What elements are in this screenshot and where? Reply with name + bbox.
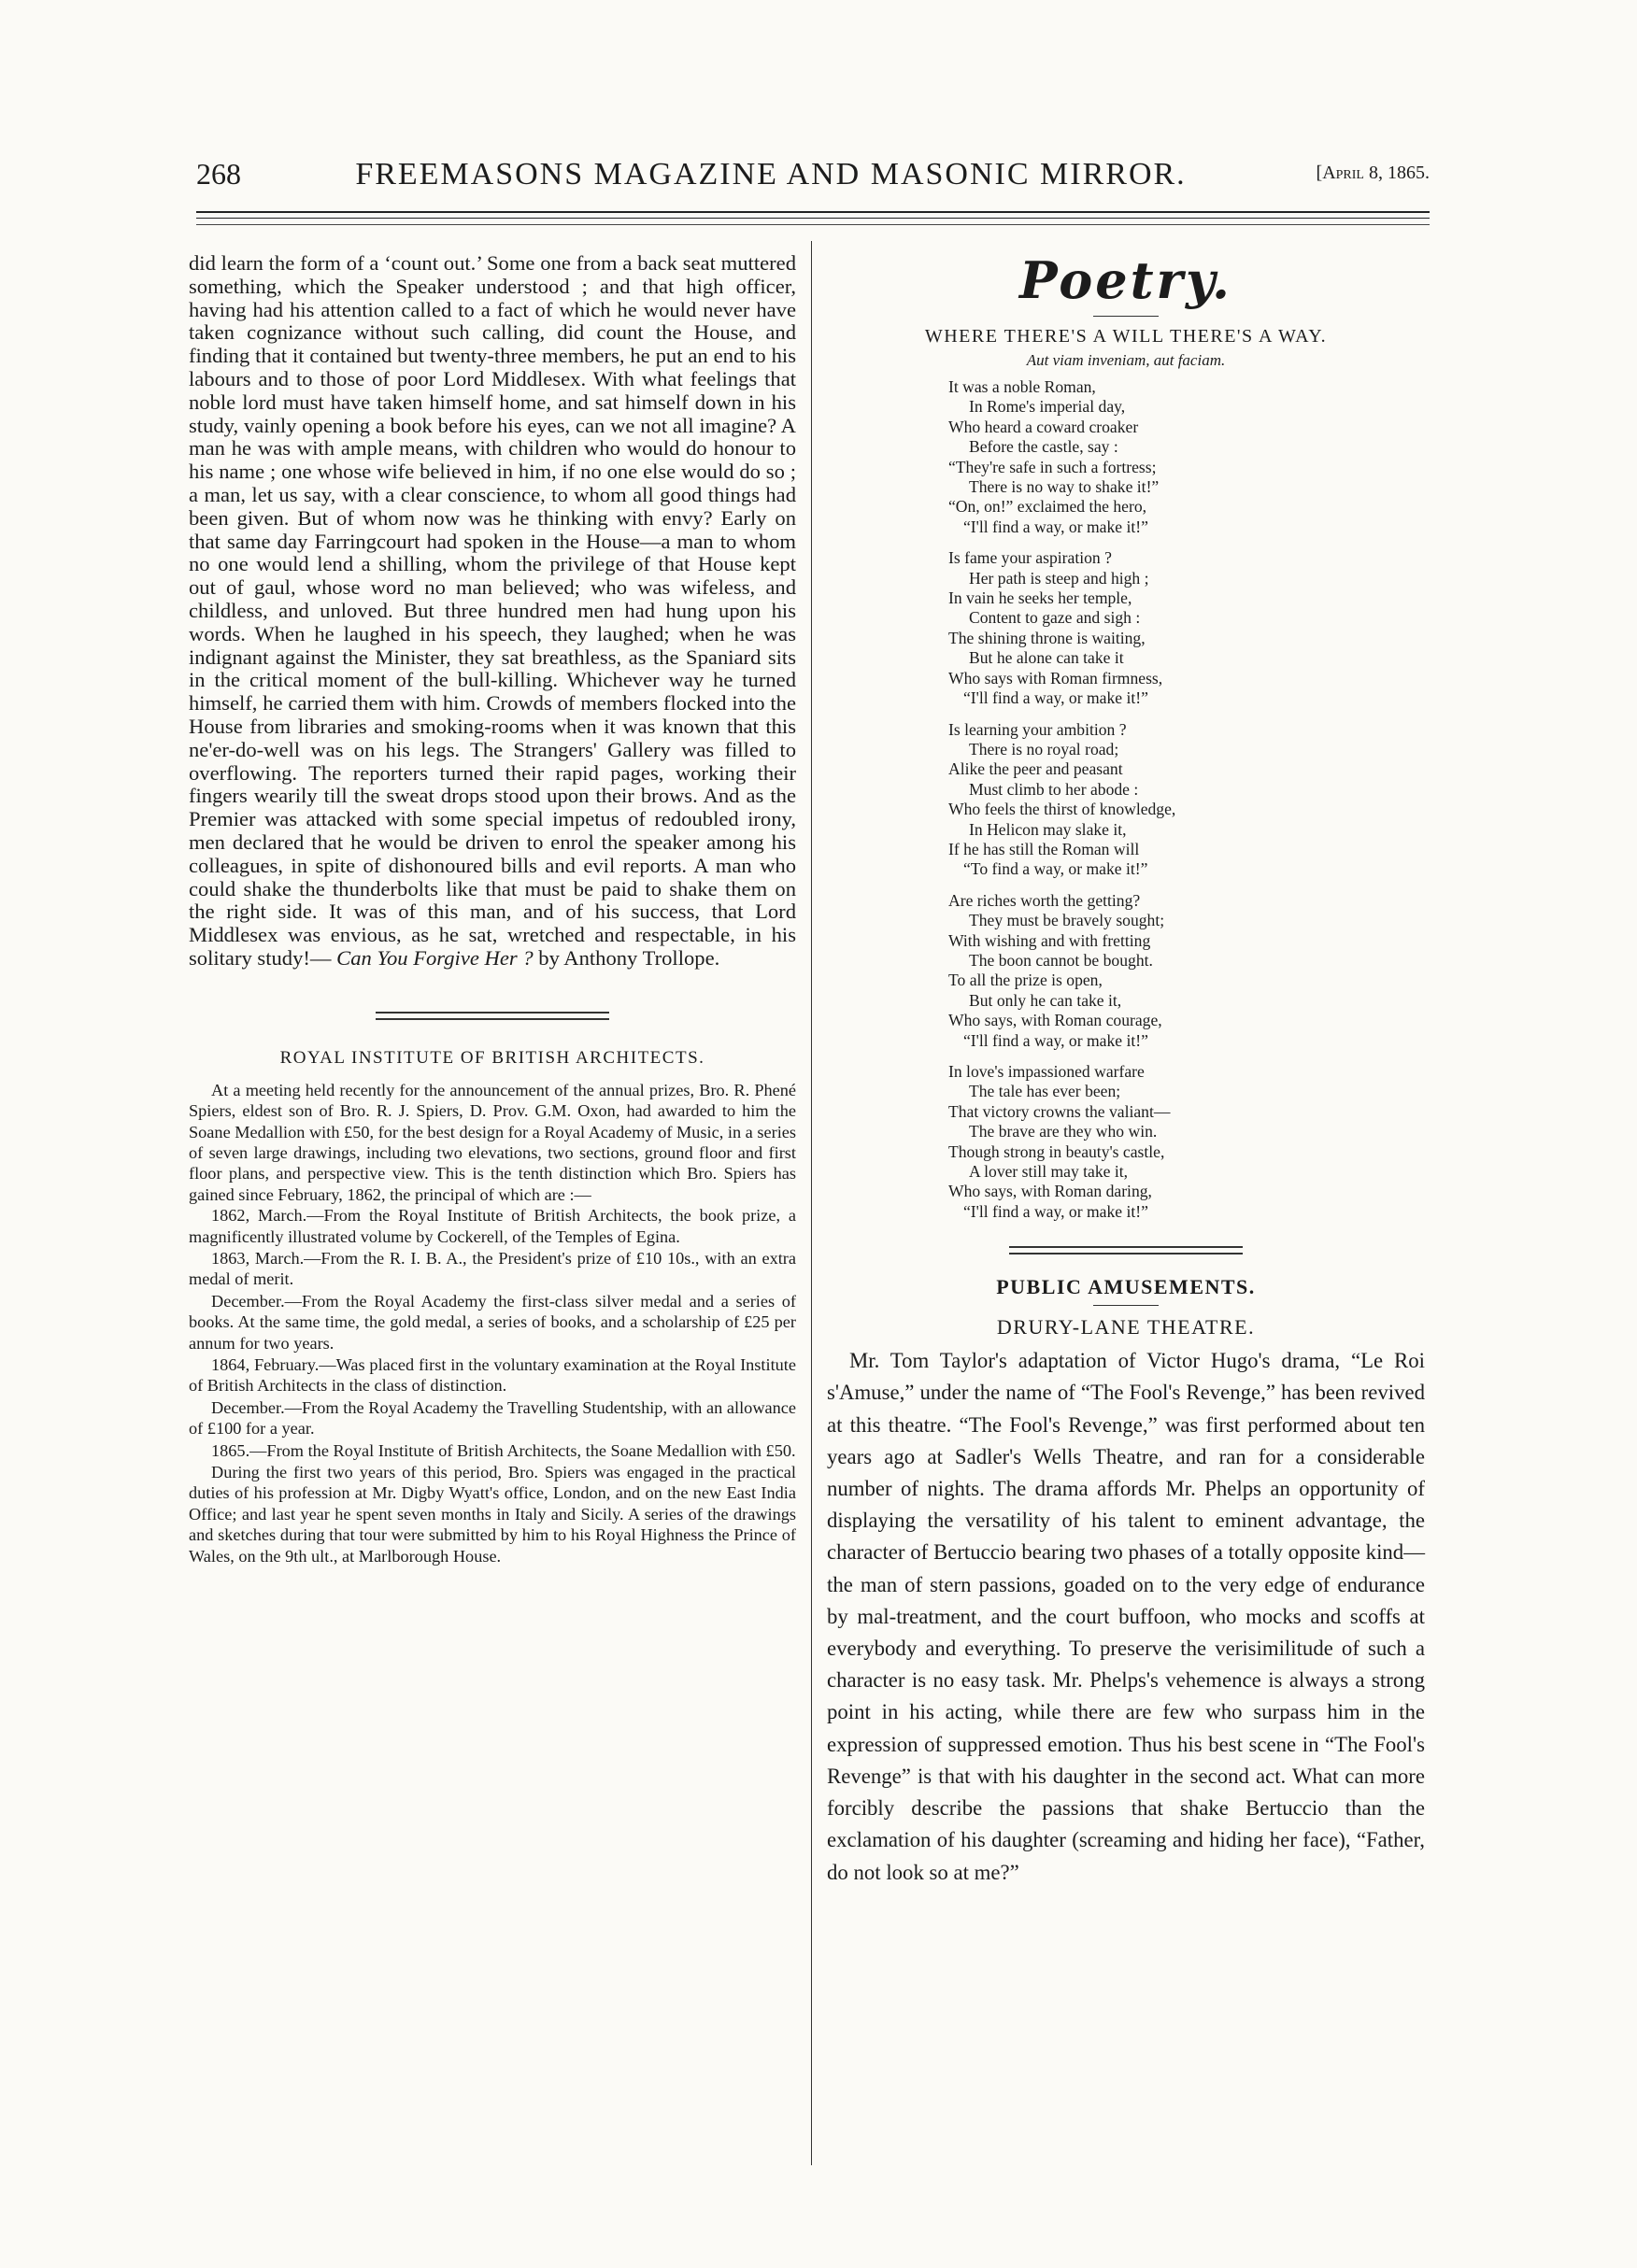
verse-line: “To find a way, or make it!”	[963, 859, 1148, 879]
verse-line: Before the castle, say :	[969, 437, 1118, 457]
verse-line: Who says with Roman firmness,	[948, 668, 1163, 687]
verse-line: The brave are they who win.	[969, 1122, 1158, 1141]
verse-line: Who feels the thirst of knowledge,	[948, 800, 1176, 819]
riba-entry: During the first two years of this period, Bro. Spiers was engaged in the practical duties of his profession at Mr. Digby Wyatt's office, London, and on the new East India Office; and last year he spent seven months in Italy and Sicily. A series of the drawings and sketches during that tour were submitted by him to his Royal Highness the Prince of Wales, on the 9th ult., at Marlborough House.	[189, 1463, 796, 1566]
section-divider	[1009, 1246, 1243, 1254]
riba-entry: December.—From the Royal Academy the Travelling Studentship, with an allowance of £100 for a year.	[189, 1397, 796, 1439]
section-divider	[376, 1012, 609, 1020]
stanza	[948, 720, 1425, 880]
trollope-excerpt-text: did learn the form of a ‘count out.’ Some one from a back seat muttered something, which the Speaker understood ; and that high officer, having had his attention called to a fact of which he would never have taken cognizance without such calling, did count the House, and finding that it contained but twenty-three members, he put an end to his labours and to those of poor Lord Middlesex. With what feelings that noble lord must have taken himself home, and sat himself down in his study, vainly opening a book before his eyes, can we not all imagine? A man he was with ample means, with children who would do honour to his name ; one whose wife believed in him, if no one else would do so ; a man, let us say, with a clear conscience, to whom all good things had been given. But of whom now was he thinking with envy? Early on that same day Farringcourt had spoken in the House—a man to whom no one would lend a shilling, whom the privilege of that House kept out of gaul, whose word no man believed; who was wifeless, and childless, and unloved. But three hundred men had hung upon his words. When he laughed in his speech, they laughed; when he was indignant against the Minister, they sat breathless, as the Spaniard sits in the critical moment of the bull-killing. Whichever way he turned himself, he carried them with him. Crowds of members flocked into the House from libraries and smoking-rooms when it was known that this ne'er-do-well was on his legs. The Strangers' Gallery was filled to overflowing. The reporters turned their rapid pages, working their fingers wearily till the sweat drops stood upon their brows. And as the Premier was attacked with some special impetus of redoubled irony, men declared that he would be driven to enrol the speaker among his colleagues, in spite of dishonoured bills and evil reports. A man who could shake the thunderbolts like that must be paid to shake them on the right side. It was of this man, and of his success, that Lord Middlesex was envious, as he sat, wretched and respectable, in his solitary study!—	[189, 251, 796, 970]
page-number: 268	[196, 157, 241, 191]
poem-epigraph: Aut viam inveniam, aut faciam.	[1026, 351, 1226, 369]
verse-line: Though strong in beauty's castle,	[948, 1141, 1165, 1161]
verse-line: “I'll find a way, or make it!”	[963, 517, 1148, 536]
riba-intro: At a meeting held recently for the announcement of the annual prizes, Bro. R. Phené Spiers, eldest son of Bro. R. J. Spiers, D. Prov. G.M. Oxon, had awarded to him the Soane Medallion with £50, for the best design for a Royal Academy of Music, in a series of seven large drawings, including two elevations, two sections, ground floor and first floor plans, and perspective view. This is the tenth distinction which Bro. Spiers has gained since February, 1862, the principal of which are :—	[189, 1080, 796, 1204]
poetry-rule	[1093, 316, 1159, 317]
verse-line: If he has still the Roman will	[948, 839, 1140, 858]
page-header	[196, 157, 1430, 202]
verse-line: There is no way to shake it!”	[969, 477, 1160, 497]
drury-lane-review: Mr. Tom Taylor's adaptation of Victor Hugo's drama, “Le Roi s'Amuse,” under the name of “The Fool's Revenge,” has been revived at this theatre. “The Fool's Revenge,” was first performed about ten years ago at Sadler's Wells Theatre, and ran for a considerable number of nights. The drama affords Mr. Phelps an opportunity of displaying the versatility of his talent to eminent advantage, the character of Bertuccio bearing two phases of a totally opposite kind—the man of stern passions, goaded on to the very edge of endurance by mal-treatment, and the court buffoon, who mocks and scoffs at everybody and everything. To preserve the verisimilitude of such a character is no easy task. Mr. Phelps's vehemence is always a strong point in his acting, while there are few who surpass him in the expression of suppressed emotion. Thus his best scene in “The Fool's Revenge” is that with his daughter in the second act. What can more forcibly describe the passions that shake Bertuccio than the exclamation of his daughter (screaming and hiding her face), “Father, do not look so at me?”	[827, 1349, 1425, 1884]
verse-line: In vain he seeks her temple,	[948, 588, 1132, 608]
verse-line: The tale has ever been;	[969, 1082, 1121, 1101]
header-thin-rule	[196, 224, 1430, 225]
verse-line: But only he can take it,	[969, 990, 1122, 1010]
verse-line: Who says, with Roman courage,	[948, 1011, 1162, 1030]
verse-line: Is fame your aspiration ?	[948, 548, 1112, 568]
amusements-rule	[1093, 1305, 1159, 1306]
issue-date: [April 8, 1865.	[1316, 163, 1430, 183]
verse-line: “I'll find a way, or make it!”	[963, 1201, 1148, 1221]
verse-line: “I'll find a way, or make it!”	[963, 688, 1148, 708]
verse-line: In love's impassioned warfare	[948, 1062, 1145, 1081]
verse-line: “They're safe in such a fortress;	[948, 457, 1157, 476]
riba-entry: 1862, March.—From the Royal Institute of British Architects, the book prize, a magnificently illustrated volume by Cockerell, of the Temples of Egina.	[189, 1206, 796, 1246]
verse-line: The boon cannot be bought.	[969, 950, 1153, 970]
verse-line: A lover still may take it,	[969, 1162, 1129, 1182]
stanza	[948, 548, 1425, 708]
trollope-source-title: Can You Forgive Her ?	[336, 945, 534, 970]
verse-line: In Helicon may slake it,	[969, 819, 1127, 839]
stanza	[948, 891, 1425, 1051]
verse-line: “On, on!” exclaimed the hero,	[948, 497, 1147, 517]
poetry-heading: Poetry.	[1019, 250, 1232, 310]
stanza	[948, 377, 1425, 537]
poem	[948, 377, 1425, 1222]
poem-title: WHERE THERE'S A WILL THERE'S A WAY.	[924, 326, 1328, 347]
public-amusements-heading: PUBLIC AMUSEMENTS.	[996, 1275, 1256, 1299]
verse-line: They must be bravely sought;	[969, 911, 1165, 930]
verse-line: Must climb to her abode :	[969, 779, 1139, 799]
trollope-author: by Anthony Trollope.	[533, 945, 720, 970]
verse-line: To all the prize is open,	[948, 971, 1103, 990]
riba-entry: 1864, February.—Was placed first in the voluntary examination at the Royal Institute of British Architects in the class of distinction.	[189, 1354, 796, 1396]
riba-heading: ROYAL INSTITUTE OF BRITISH ARCHITECTS.	[279, 1047, 705, 1068]
verse-line: But he alone can take it	[969, 648, 1124, 668]
verse-line: Who heard a coward croaker	[948, 417, 1139, 436]
verse-line: In Rome's imperial day,	[969, 397, 1126, 417]
masthead-title: FREEMASONS MAGAZINE AND MASONIC MIRROR.	[355, 157, 1187, 191]
column-divider	[811, 241, 812, 2165]
right-column	[827, 245, 1425, 1889]
header-double-rule	[196, 211, 1430, 219]
left-column	[189, 252, 796, 1567]
riba-entry: December.—From the Royal Academy the first-class silver medal and a series of books. At the same time, the gold medal, a series of books, and a scholarship of £25 per annum for two years.	[189, 1291, 796, 1353]
verse-line: With wishing and with fretting	[948, 930, 1151, 950]
verse-line: “I'll find a way, or make it!”	[963, 1030, 1148, 1050]
verse-line: Who says, with Roman daring,	[948, 1182, 1152, 1201]
riba-entry: 1863, March.—From the R. I. B. A., the President's prize of £10 10s., with an extra medal of merit.	[189, 1248, 796, 1289]
stanza	[948, 1062, 1425, 1222]
verse-line: That victory crowns the valiant—	[948, 1101, 1171, 1121]
verse-line: Content to gaze and sigh :	[969, 608, 1141, 628]
verse-line: Is learning your ambition ?	[948, 719, 1127, 739]
verse-line: There is no royal road;	[969, 739, 1119, 758]
verse-line: Are riches worth the getting?	[948, 890, 1141, 910]
drury-lane-heading: DRURY-LANE THEATRE.	[996, 1315, 1256, 1340]
verse-line: The shining throne is waiting,	[948, 628, 1146, 647]
trollope-excerpt	[189, 252, 796, 971]
verse-line: It was a noble Roman,	[948, 377, 1096, 396]
riba-entry: 1865.—From the Royal Institute of British Architects, the Soane Medallion with £50.	[211, 1440, 796, 1460]
verse-line: Her path is steep and high ;	[969, 568, 1149, 588]
verse-line: Alike the peer and peasant	[948, 759, 1123, 779]
